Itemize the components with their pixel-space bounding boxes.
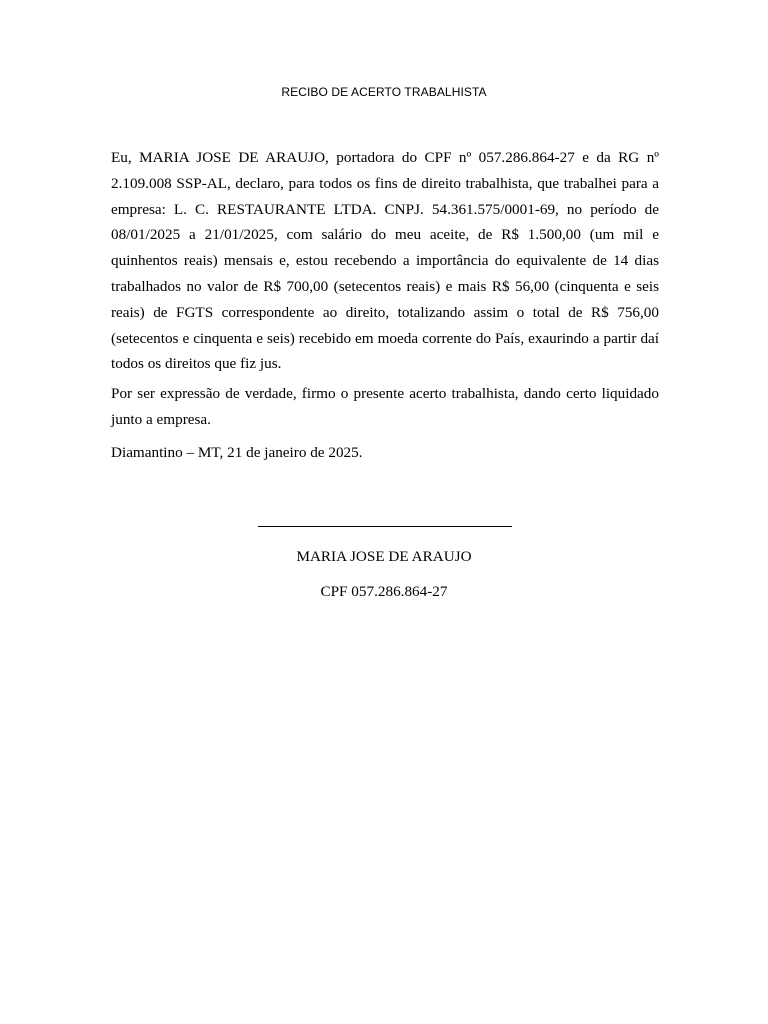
confirmation-paragraph: Por ser expressão de verdade, firmo o presente acerto trabalhista, dando certo liquidado junto a empresa. — [111, 385, 659, 428]
declaration-paragraph: Eu, MARIA JOSE DE ARAUJO, portadora do CPF nº 057.286.864-27 e da RG nº 2.109.008 SSP-AL, declaro, para todos os fins de direito trabalhista, que trabalhei para a empresa: L. C. RESTAURANTE LTDA. CNPJ. 54.361.575/0001-69, no período de 08/01/2025 a 21/01/2025, com salário do meu aceite, de R$ 1.500,00 (um mil e quinhentos reais) mensais e, estou recebendo a importância do equivalente de 14 dias trabalhados no valor de R$ 700,00 (setecentos reais) e mais R$ 56,00 (cinquenta e seis reais) de FGTS correspondente ao direito, totalizando assim o total de R$ 756,00 (setecentos e cinquenta e seis) recebido em moeda corrente do País, exaurindo a partir daí todos os direitos que fiz jus. — [111, 149, 659, 373]
place-date-line: Diamantino – MT, 21 de janeiro de 2025. — [111, 444, 363, 461]
document-title: RECIBO DE ACERTO TRABALHISTA — [281, 85, 487, 99]
signatory-cpf: CPF 057.286.864-27 — [320, 583, 448, 600]
signature-line — [258, 526, 512, 527]
signatory-name: MARIA JOSE DE ARAUJO — [296, 548, 472, 565]
